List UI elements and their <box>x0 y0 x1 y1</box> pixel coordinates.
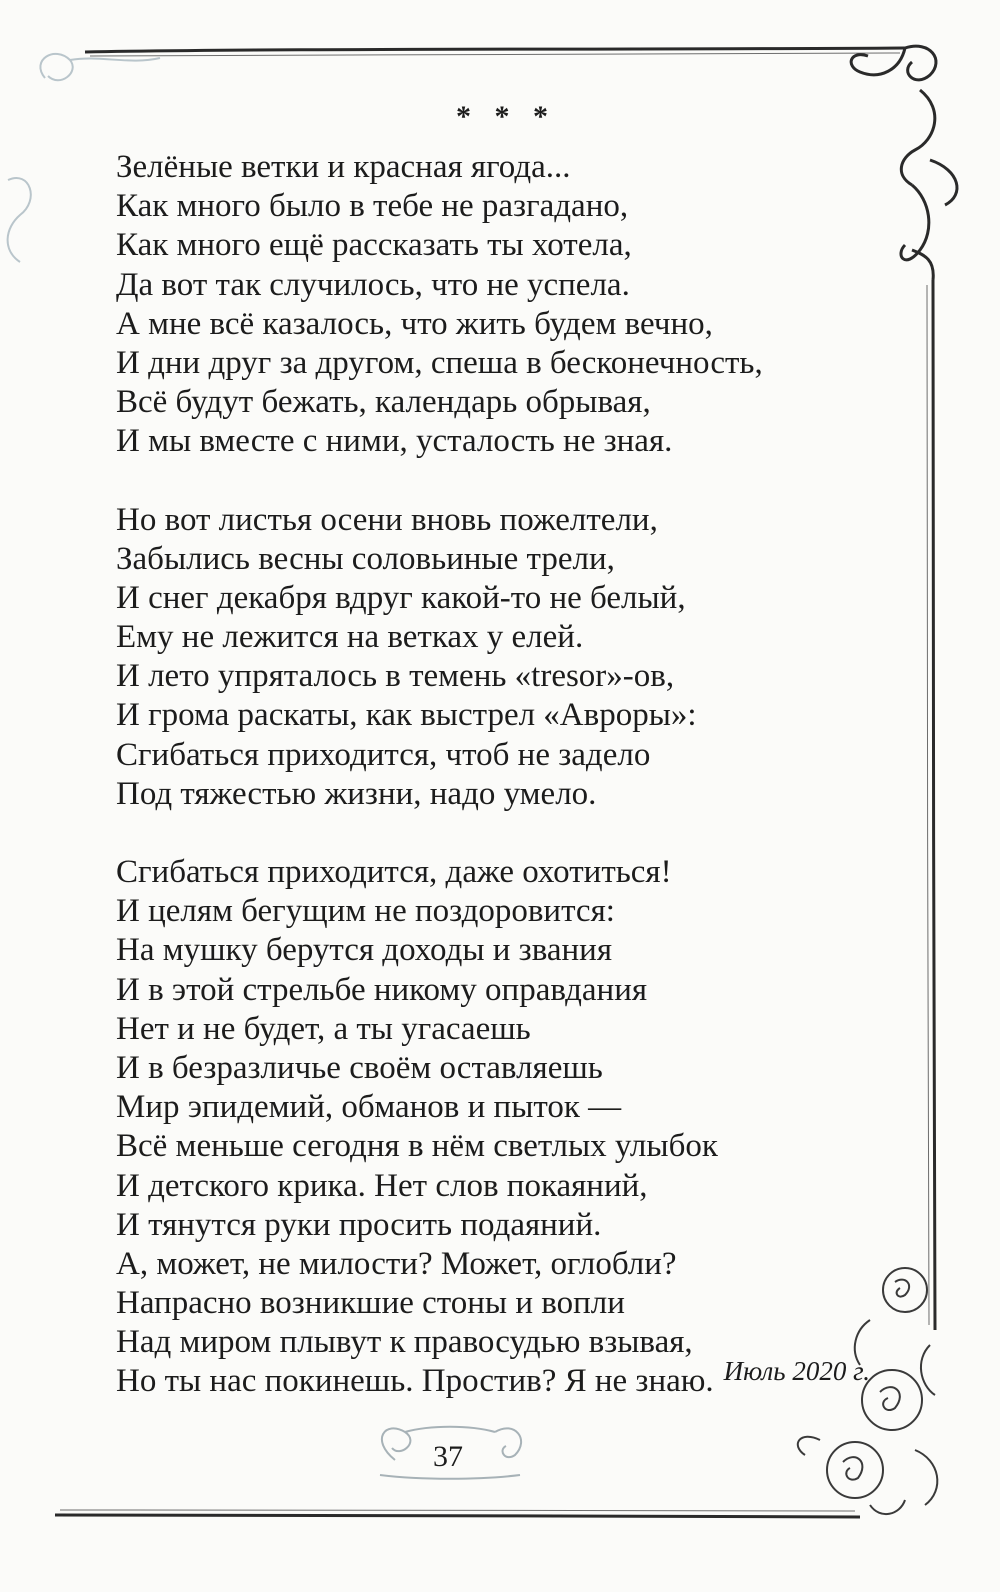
poem-line: Ему не лежится на ветках у елей. <box>116 619 584 656</box>
poem-line: И грома раскаты, как выстрел «Авроры»: <box>116 697 697 734</box>
poem-line: Под тяжестью жизни, надо умело. <box>116 775 597 812</box>
poem-line: Напрасно возникшие стоны и вопли <box>116 1285 625 1322</box>
poem-line: И снег декабря вдруг какой-то не белый, <box>116 579 686 616</box>
bottom-border-line <box>55 1515 860 1517</box>
right-border-line <box>933 280 935 1330</box>
poem-line: И детского крика. Нет слов покаяний, <box>116 1167 648 1204</box>
poem-line: И тянутся руки просить подаяний. <box>116 1206 602 1243</box>
poem-line: Сгибаться приходится, даже охотиться! <box>116 854 672 890</box>
poem-line: Мир эпидемий, обманов и пыток — <box>116 1089 622 1126</box>
poem-title: * * * <box>456 100 556 133</box>
stanza-1 <box>116 148 876 462</box>
poem-line: И лето упряталось в темень «tresor»-ов, <box>116 658 675 695</box>
poem-line: Зелёные ветки и красная ягода... <box>116 149 571 185</box>
poem <box>116 100 876 1402</box>
poem-line: И целям бегущим не поздоровится: <box>116 893 615 930</box>
stanza-2 <box>116 501 876 815</box>
poem-line: Как много ещё рассказать ты хотела, <box>116 227 632 264</box>
poem-line: А, может, не милости? Может, оглобли? <box>116 1245 677 1282</box>
top-border-line <box>85 48 905 52</box>
poem-line: И в безразличье своём оставляешь <box>116 1049 603 1086</box>
poem-line: Всё меньше сегодня в нём светлых улыбок <box>116 1128 718 1165</box>
poem-line: Как много было в тебе не разгадано, <box>116 188 629 225</box>
poem-line: И мы вместе с ними, усталость не зная. <box>116 423 673 460</box>
poem-line: Над миром плывут к правосудью взывая, <box>116 1324 693 1361</box>
poem-line: Но ты нас покинешь. Простив? Я не знаю. <box>116 1363 714 1400</box>
poem-line: И в этой стрельбе никому оправдания <box>116 971 648 1008</box>
poem-line: Нет и не будет, а ты угасаешь <box>116 1010 531 1047</box>
page-number: 37 <box>433 1440 463 1473</box>
poem-line: А мне всё казалось, что жить будем вечно, <box>116 305 713 342</box>
stanza-3 <box>116 853 876 1402</box>
poem-date: Июль 2020 г. <box>723 1356 870 1386</box>
poem-line: Сгибаться приходится, чтоб не задело <box>116 736 651 773</box>
poem-line: И дни друг за другом, спеша в бесконечность, <box>116 344 763 381</box>
poem-line: Но вот листья осени вновь пожелтели, <box>116 501 658 538</box>
poem-line: Забылись весны соловьиные трели, <box>116 540 615 577</box>
poem-line: Всё будут бежать, календарь обрывая, <box>116 384 651 421</box>
poem-line: Да вот так случилось, что не успела. <box>116 266 630 303</box>
poem-line: На мушку берутся доходы и звания <box>116 932 613 969</box>
